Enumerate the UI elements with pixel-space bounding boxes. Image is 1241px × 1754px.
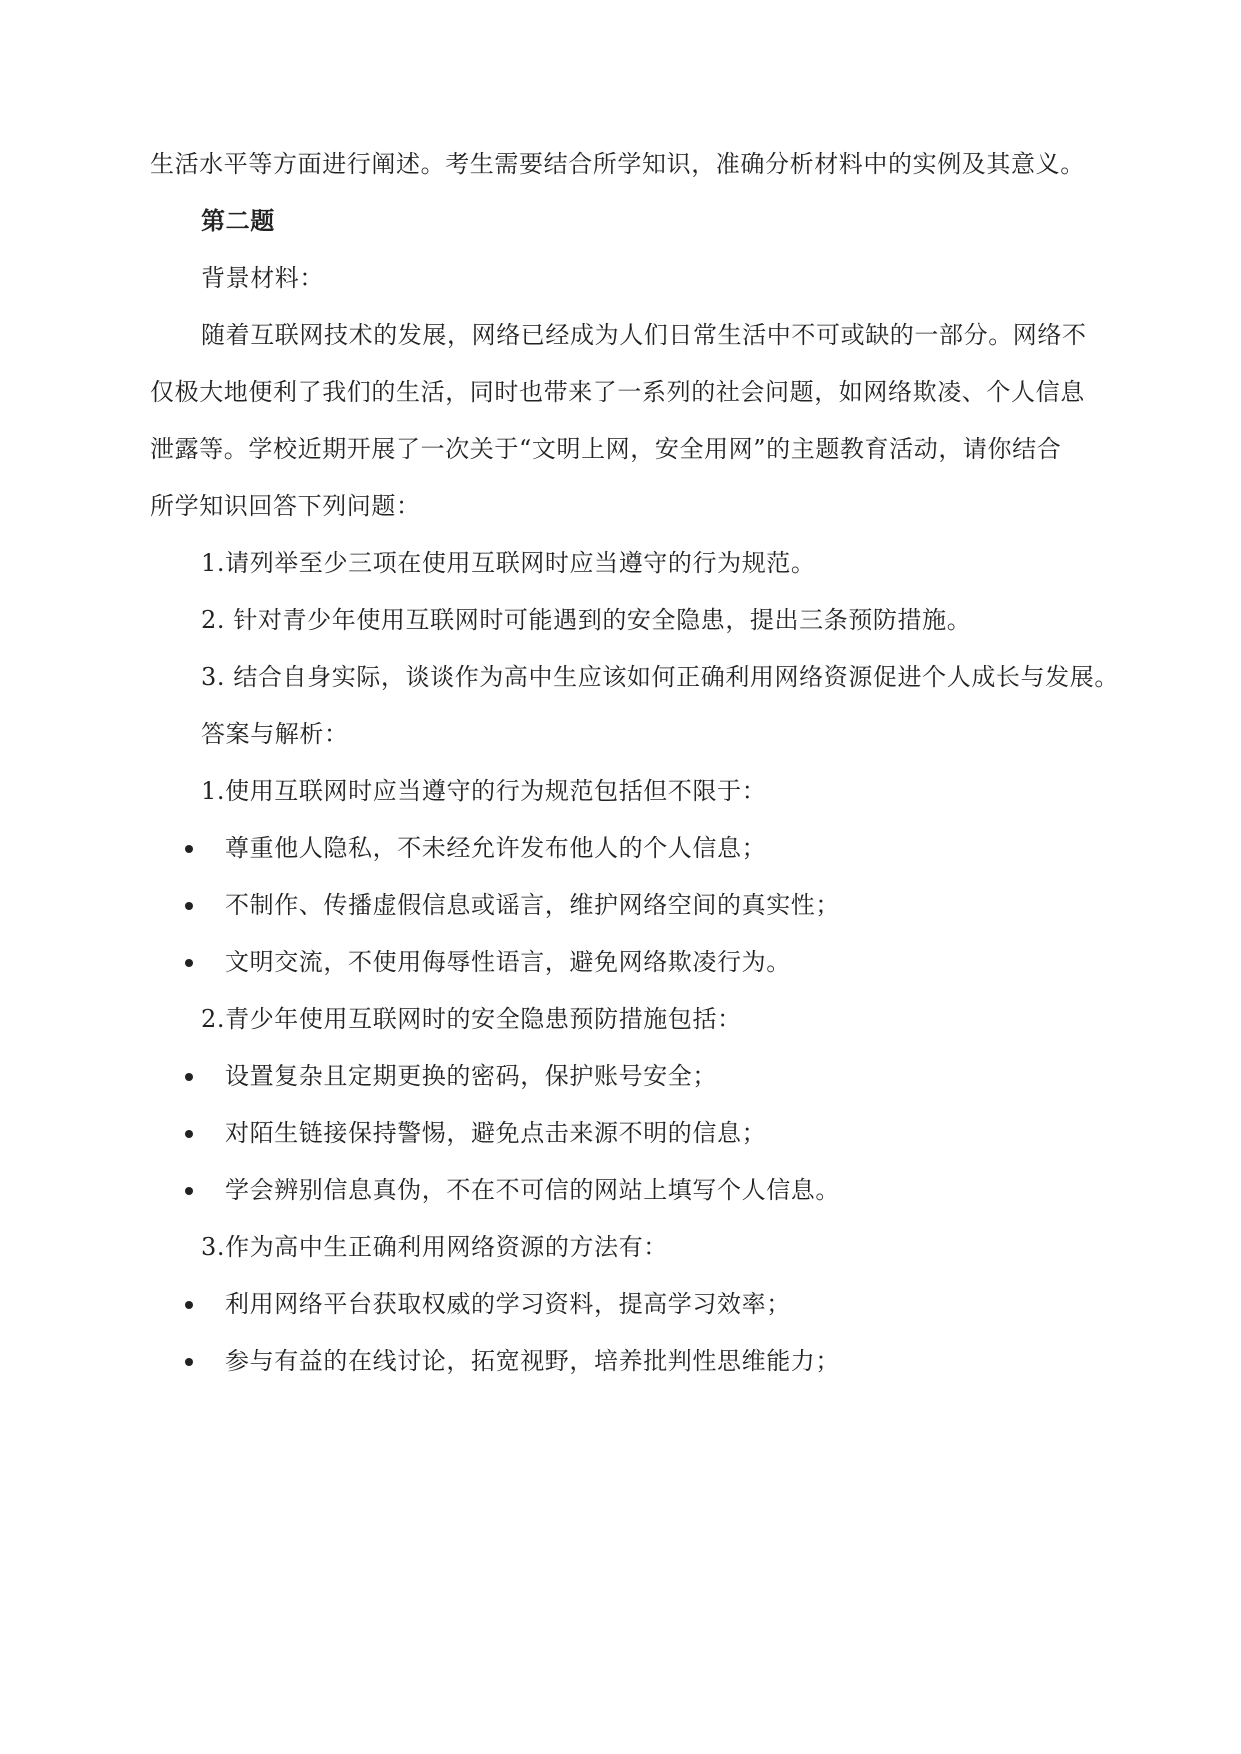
list-item-text: 对陌生链接保持警惕，避免点击来源不明的信息； [225,1119,767,1147]
background-line: 随着互联网技术的发展，网络已经成为人们日常生活中不可或缺的一部分。网络不 [201,321,1087,349]
bullet-icon [185,959,193,967]
list-item-text: 学会辨别信息真伪，不在不可信的网站上填写个人信息。 [225,1176,840,1204]
list-item-text: 尊重他人隐私，不未经允许发布他人的个人信息； [225,834,767,862]
bullet-icon [185,1130,193,1138]
bullet-icon [185,1301,193,1309]
bullet-icon [185,1358,193,1366]
question-item: 1.请列举至少三项在使用互联网时应当遵守的行为规范。 [201,549,816,577]
section-heading: 第二题 [201,206,275,235]
background-line: 所学知识回答下列问题： [150,492,421,520]
background-line: 仅极大地便利了我们的生活，同时也带来了一系列的社会问题，如网络欺凌、个人信息 [150,378,1085,406]
bullet-icon [185,1073,193,1081]
bullet-icon [185,1187,193,1195]
answer-title: 3.作为高中生正确利用网络资源的方法有： [201,1233,668,1261]
answer-title: 1.使用互联网时应当遵守的行为规范包括但不限于： [201,777,767,805]
bullet-icon [185,845,193,853]
bullet-icon [185,902,193,910]
list-item-text: 利用网络平台获取权威的学习资料，提高学习效率； [225,1290,791,1318]
list-item-text: 文明交流，不使用侮辱性语言，避免网络欺凌行为。 [225,948,791,976]
question-item: 3. 结合自身实际，谈谈作为高中生应该如何正确利用网络资源促进个人成长与发展。 [201,663,1119,691]
answer-label: 答案与解析： [201,720,349,748]
background-line: 泄露等。学校近期开展了一次关于“文明上网，安全用网”的主题教育活动，请你结合 [150,435,1062,463]
continuation-paragraph: 生活水平等方面进行阐述。考生需要结合所学知识，准确分析材料中的实例及其意义。 [150,150,1085,178]
list-item-text: 不制作、传播虚假信息或谣言，维护网络空间的真实性； [225,891,840,919]
list-item-text: 参与有益的在线讨论，拓宽视野，培养批判性思维能力； [225,1347,840,1375]
list-item-text: 设置复杂且定期更换的密码，保护账号安全； [225,1062,717,1090]
background-label: 背景材料： [201,264,324,292]
question-item: 2. 针对青少年使用互联网时可能遇到的安全隐患，提出三条预防措施。 [201,606,972,634]
answer-title: 2.青少年使用互联网时的安全隐患预防措施包括： [201,1005,742,1033]
